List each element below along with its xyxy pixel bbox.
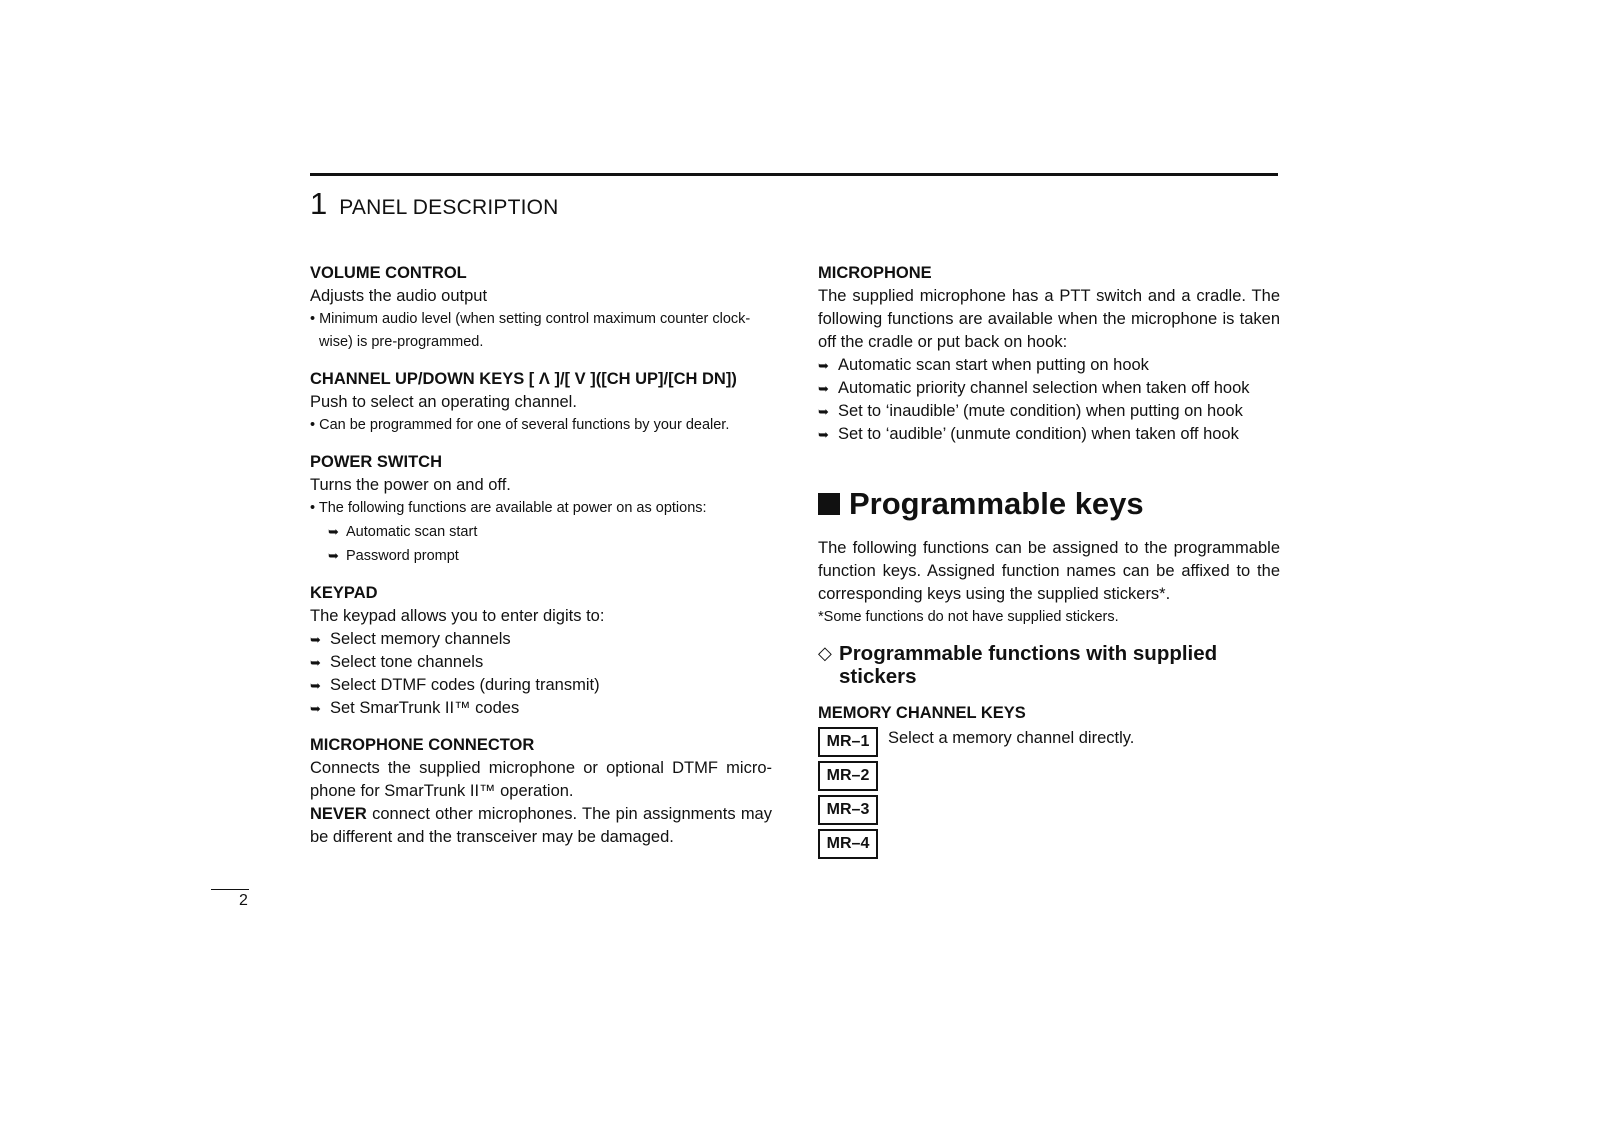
square-bullet-icon — [818, 493, 840, 515]
mr4-key: MR–4 — [818, 829, 878, 859]
list-item: ➥ Password prompt — [310, 544, 772, 568]
mr1-key: MR–1 — [818, 727, 878, 757]
arrow-bullet-icon: ➥ — [818, 358, 829, 373]
list-item: ➥ Select DTMF codes (during transmit) — [310, 674, 772, 697]
chapter-number: 1 — [310, 186, 328, 221]
arrow-bullet-icon: ➥ — [818, 404, 829, 419]
list-item: ➥ Automatic priority channel selection when taken off hook — [818, 377, 1280, 400]
list-item: ➥ Set to ‘inaudible’ (mute condition) when putting on hook — [818, 400, 1280, 423]
list-item: ➥ Select memory channels — [310, 628, 772, 651]
chapter-header — [310, 186, 559, 222]
power-switch-bullet: • The following functions are available at power on as options: — [310, 500, 707, 516]
arrow-bullet-icon: ➥ — [818, 427, 829, 442]
volume-control-text: Adjusts the audio output — [310, 287, 488, 305]
memory-keys — [818, 727, 878, 859]
power-switch-text: Turns the power on and off. — [310, 476, 511, 494]
supplied-stickers-heading: ◇ Programmable functions with supplied stickers — [818, 642, 1218, 688]
programmable-keys-heading: Programmable keys — [818, 486, 1280, 522]
chapter-title: PANEL DESCRIPTION — [339, 196, 559, 219]
keypad-title: KEYPAD — [310, 584, 378, 602]
mr3-key: MR–3 — [818, 795, 878, 825]
memory-channel-keys-title: MEMORY CHANNEL KEYS — [818, 704, 1026, 722]
microphone-text: The supplied microphone has a PTT switch and a cradle. The following functions are available when the microphone is taken off the cradle or put back on hook: — [818, 287, 1280, 351]
list-item: ➥ Set SmarTrunk II™ codes — [310, 697, 772, 720]
channel-keys-text: Push to select an operating channel. — [310, 393, 577, 411]
microphone-title: MICROPHONE — [818, 264, 932, 282]
page-number: 2 — [239, 892, 248, 909]
power-switch-title: POWER SWITCH — [310, 453, 442, 471]
keypad-text: The keypad allows you to enter digits to: — [310, 607, 605, 625]
arrow-bullet-icon: ➥ — [310, 632, 321, 647]
page-number-rule — [211, 889, 249, 890]
diamond-icon: ◇ — [818, 643, 832, 663]
mic-connector-text: Connects the supplied microphone or optional DTMF micro-phone for SmarTrunk II™ operation. — [310, 759, 772, 800]
arrow-bullet-icon: ➥ — [310, 701, 321, 716]
arrow-bullet-icon: ➥ — [310, 655, 321, 670]
stickers-note: *Some functions do not have supplied stickers. — [818, 609, 1119, 625]
top-rule — [310, 173, 1278, 176]
volume-control-bullet: • Minimum audio level (when setting control maximum counter clock-wise) is pre-programmed. — [310, 311, 751, 350]
list-item: ➥ Automatic scan start when putting on hook — [818, 354, 1280, 377]
channel-keys-bullet: • Can be programmed for one of several functions by your dealer. — [310, 417, 730, 433]
arrow-bullet-icon: ➥ — [818, 381, 829, 396]
list-item: ➥ Automatic scan start — [310, 520, 772, 544]
mic-connector-title: MICROPHONE CONNECTOR — [310, 736, 535, 754]
programmable-keys-text: The following functions can be assigned to the programmable function keys. Assigned function names can be affixed to the corresponding keys using the supplied stickers*. — [818, 539, 1280, 603]
memory-keys-description: Select a memory channel directly. — [888, 729, 1135, 747]
mic-connector-warning: NEVER connect other microphones. The pin assignments may be different and the transceiver may be damaged. — [310, 805, 772, 846]
never-label: NEVER — [310, 805, 367, 823]
arrow-bullet-icon: ➥ — [328, 524, 339, 539]
list-item: ➥ Select tone channels — [310, 651, 772, 674]
arrow-bullet-icon: ➥ — [310, 678, 321, 693]
memory-keys-row — [818, 727, 1280, 859]
left-column — [310, 262, 772, 849]
right-column — [818, 262, 1280, 859]
mr2-key: MR–2 — [818, 761, 878, 791]
arrow-bullet-icon: ➥ — [328, 548, 339, 563]
list-item: ➥ Set to ‘audible’ (unmute condition) when taken off hook — [818, 423, 1280, 446]
channel-keys-title: CHANNEL UP/DOWN KEYS [ Λ ]/[ V ]([CH UP]/[CH DN]) — [310, 370, 737, 388]
volume-control-title: VOLUME CONTROL — [310, 264, 467, 282]
